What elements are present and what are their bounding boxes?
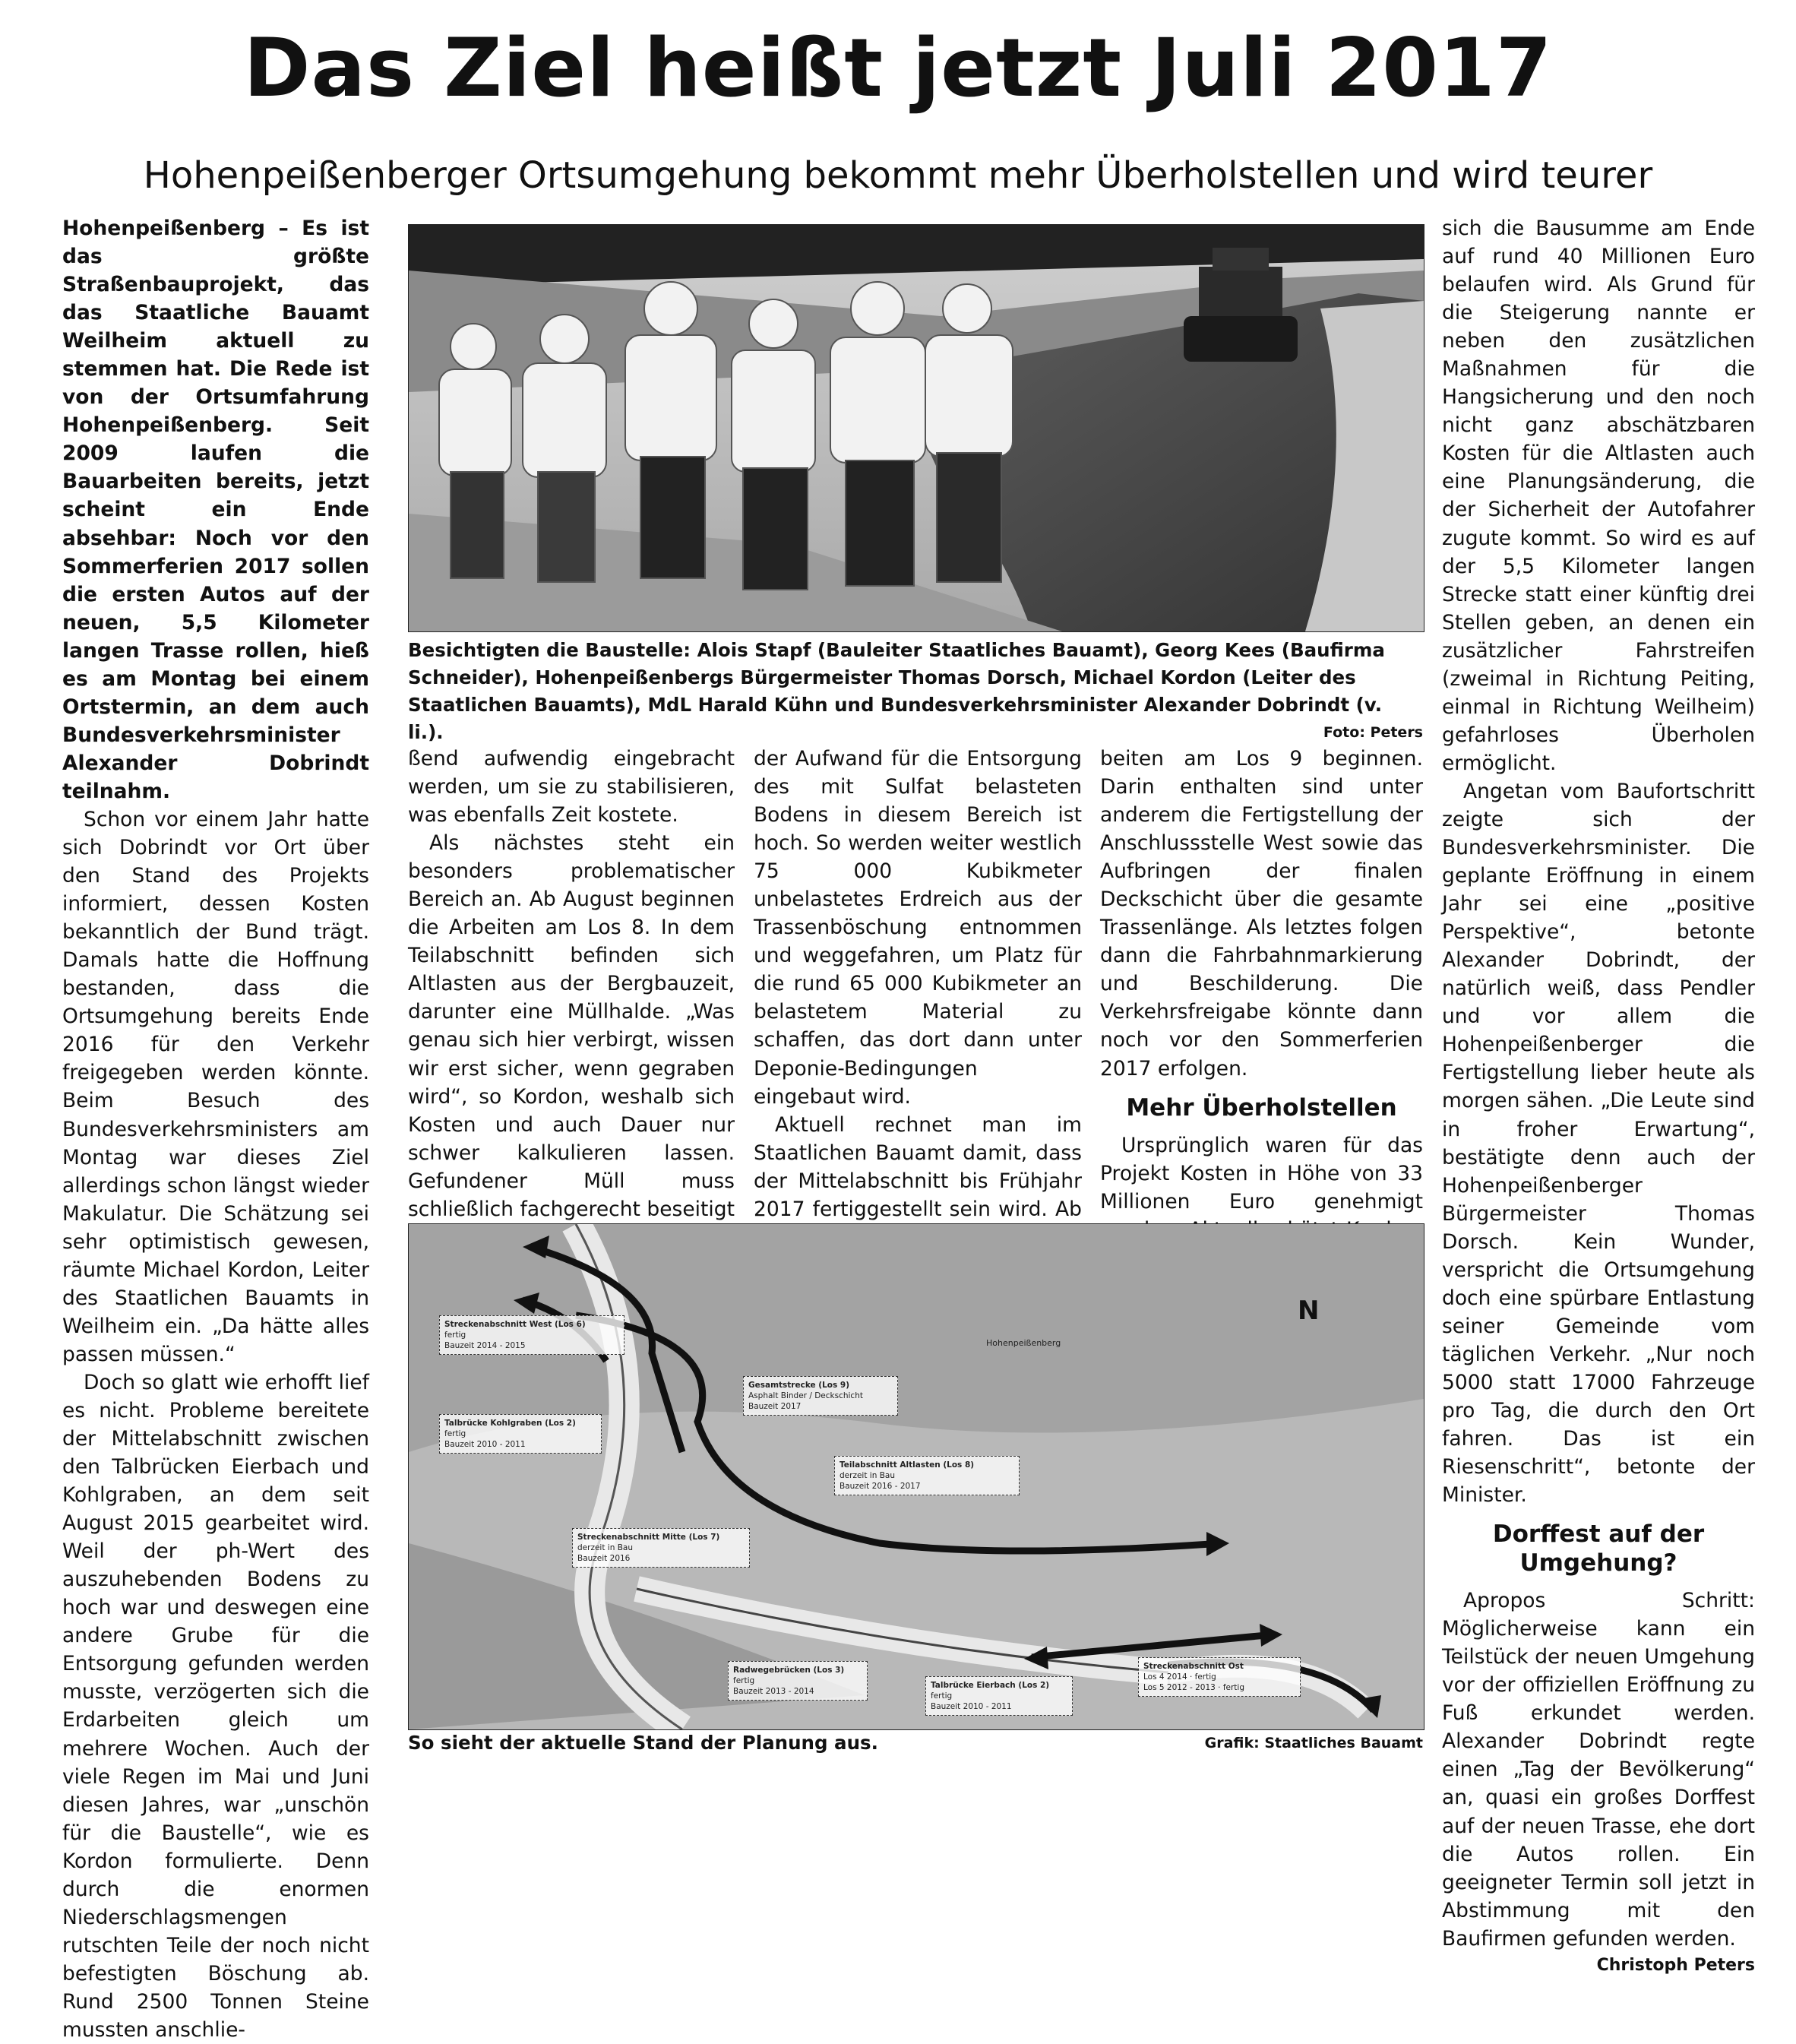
map-box-west-period: Bauzeit 2014 - 2015	[444, 1341, 526, 1350]
map-box-eierbach-period: Bauzeit 2010 - 2011	[931, 1702, 1012, 1711]
map-box-west-status: fertig	[444, 1330, 466, 1340]
photo	[408, 224, 1424, 632]
map-box-mitte	[572, 1528, 750, 1568]
map-caption	[408, 1729, 1423, 1757]
map-box-total-title: Gesamtstrecke (Los 9)	[748, 1381, 850, 1390]
col3-paragraph-1: der Aufwand für die Entsorgung des mit Sulfat belasteten Bodens in diesem Bereich ist hoch. So werden weiter westlich 75 000 Kubikmeter unbelastetes Erdreich aus der Trassenböschung entnommen und weggefahren, um Platz für die rund 65 000 Kubikmeter an belastetem Material zu schaffen, das dort dann unter Deponie-Bedingungen eingebaut wird.	[754, 747, 1082, 1109]
map-box-kohlgraben-title: Talbrücke Kohlgraben (Los 2)	[444, 1419, 576, 1428]
column-4	[1100, 745, 1423, 1272]
map-box-eierbach-status: fertig	[931, 1691, 953, 1701]
col3-paragraph-2: Aktuell rechnet man im Staatlichen Bauamt damit, dass der Mittelabschnitt bis Frühjahr 2017 fertiggestellt sein wird. Ab	[754, 1112, 1082, 1221]
map-box-ost	[1138, 1657, 1301, 1697]
col1-paragraph-3: Doch so glatt wie erhofft lief es nicht. Probleme bereitete der Mittelabschnitt zwischen den Talbrücken Eierbach und Kohlgraben, an dem seit August 2015 gearbeitet wird. Weil der ph-Wert des auszuhebenden Bodens zu hoch war und deswegen eine andere Grube für die Entsorgung gefunden werden musste, verzögerten sich die Erdarbeiten gleich um mehrere Wochen. Auch der viele Regen im Mai und Juni diesen Jahres, war „unschön für die Baustelle“, wie es Kordon formulierte. Denn durch die enormen Niederschlagsmengen rutschten Teile der noch nicht befestigten Böschung ab. Rund 2500 Tonnen Steine mussten anschlie-	[62, 1370, 369, 2042]
map-box-altlasten-period: Bauzeit 2016 - 2017	[840, 1482, 921, 1491]
map-box-mitte-period: Bauzeit 2016	[577, 1554, 631, 1563]
column-5	[1442, 214, 1755, 1979]
photo-caption-text: Besichtigten die Baustelle: Alois Stapf (Bauleiter Staatliches Bauamt), Georg Kees (Baufirma Schneider), Hohenpeißenbergs Bürgermeister Thomas Dorsch, Michael Kordon (Leiter des Staatlichen Bauamts), MdL Harald Kühn und Bundesverkehrsminister Alexander Dobrindt (v. li.).	[408, 639, 1385, 743]
photo-credit: Foto: Peters	[1323, 724, 1423, 741]
map-box-mitte-status: derzeit in Bau	[577, 1543, 633, 1552]
col4-subheading: Mehr Überholstellen	[1126, 1093, 1397, 1122]
column-3	[754, 745, 1082, 1251]
place-label: Hohenpeißenberg	[986, 1338, 1061, 1348]
map-box-ost-line-1: Los 4 2014 · fertig	[1143, 1672, 1216, 1682]
map-box-radwege-title: Radwegebrücken (Los 3)	[733, 1666, 845, 1675]
map-box-total	[743, 1376, 898, 1416]
construction-photo	[409, 225, 1424, 631]
map-caption-text: So sieht der aktuelle Stand der Planung aus.	[408, 1732, 878, 1754]
map-credit: Grafik: Staatliches Bauamt	[1204, 1735, 1423, 1751]
col5-paragraph-3: Apropos Schritt: Möglicherweise kann ein Teilstück der neuen Umgehung vor der offiziellen Eröffnung zu Fuß erkundet werden. Alexander Dobrindt regte einen „Tag der Bevölkerung“ an, quasi ein großes Dorffest auf der neuen Trasse, ehe dort die Autos rollen. Ein geeigneter Termin soll jetzt in Abstimmung mit den Baufirmen gefunden werden.	[1442, 1589, 1755, 1951]
map-box-west-title: Streckenabschnitt West (Los 6)	[444, 1320, 586, 1329]
headline: Das Ziel heißt jetzt Juli 2017	[243, 21, 1553, 115]
map-box-radwege-status: fertig	[733, 1676, 755, 1685]
col4-paragraph-1: beiten am Los 9 beginnen. Darin enthalten sind unter anderem die Fertigstellung der Anschlussstelle West sowie das Aufbringen der finalen Deckschicht über die gesamte Trassenlänge. Als letztes folgen dann die Fahrbahnmarkierung und Beschilderung. Die Verkehrsfreigabe könnte dann noch vor den Sommerferien 2017 erfolgen.	[1100, 747, 1423, 1081]
col4-paragraph-2: Ursprünglich waren für das Projekt Kosten in Höhe von 33 Millionen Euro genehmigt	[1100, 1133, 1423, 1213]
map-box-altlasten	[834, 1456, 1020, 1495]
map-box-ost-line-2: Los 5 2012 - 2013 · fertig	[1143, 1683, 1245, 1692]
map-box-radwege	[728, 1661, 868, 1701]
column-1	[62, 214, 369, 2044]
map-box-total-status: Asphalt Binder / Deckschicht	[748, 1391, 863, 1400]
map-box-ost-title: Streckenabschnitt Ost	[1143, 1662, 1244, 1671]
map-box-radwege-period: Bauzeit 2013 - 2014	[733, 1687, 814, 1696]
map-box-west	[439, 1315, 624, 1355]
map-box-kohlgraben-status: fertig	[444, 1429, 466, 1438]
column-2	[408, 745, 735, 1251]
map-box-total-period: Bauzeit 2017	[748, 1402, 802, 1411]
author-name: Christoph Peters	[1596, 1955, 1755, 1975]
map-graphic	[408, 1223, 1424, 1730]
map-box-kohlgraben	[439, 1414, 602, 1454]
col5-paragraph-1: sich die Bausumme am Ende auf rund 40 Millionen Euro belaufen wird. Als Grund für die Steigerung nannte er neben den zusätzlichen Maßnahmen für die Hangsicherung und den noch nicht ganz abschätzbaren Kosten für die Altlasten auch eine Planungsänderung, die der Sicherheit der Autofahrer zugute kommt. So wird es auf der 5,5 Kilometer langen Strecke statt einer künftig drei Stellen geben, an denen ein zusätzlicher Fahrstreifen (zweimal in Richtung Peiting, einmal in Richtung Weilheim) gefahrloses Überholen ermöglicht.	[1442, 217, 1755, 775]
col5-paragraph-2: Angetan vom Baufortschritt zeigte sich der Bundesverkehrsminister. Die geplante Eröffnung in einem Jahr sei eine „positive Perspektive“, betonte Alexander Dobrindt, der natürlich weiß, dass Pendler und vor allem die Hohenpeißenberger die Fertigstellung lieber heute als morgen sähen. „Die Leute sind in froher Erwartung“, bestätigte denn auch der Hohenpeißenberger Bürgermeister Thomas Dorsch. Kein Wunder, verspricht die Ortsumgehung doch eine spürbare Entlastung seiner Gemeinde vom täglichen Verkehr. „Nur noch 5000 statt 17000 Fahrzeuge pro Tag, die durch den Ort fahren. Das ist ein Riesenschritt“, betonte der Minister.	[1442, 779, 1755, 1508]
north-arrow-label: N	[1298, 1296, 1320, 1326]
map-box-altlasten-status: derzeit in Bau	[840, 1471, 895, 1480]
map-box-eierbach-title: Talbrücke Eierbach (Los 2)	[931, 1681, 1050, 1690]
photo-caption	[408, 637, 1423, 746]
col1-paragraph-2: Schon vor einem Jahr hatte sich Dobrindt vor Ort über den Stand des Projekts informiert, dessen Kosten bekanntlich der Bund trägt. Damals hatte die Hoffnung bestanden, dass die Ortsumgehung bereits Ende 2016 für den Verkehr freigegeben werden könnte. Beim Besuch des Bundesverkehrsministers am Montag war dieses Ziel allerdings schon längst wieder Makulatur. Die Schätzung sei sehr optimistisch gewesen, räumte Michael Kordon, Leiter des Staatlichen Bauamts in Weilheim ein. „Da hätte alles passen müssen.“	[62, 807, 369, 1366]
col5-subheading: Dorffest auf der Umgehung?	[1492, 1520, 1705, 1577]
map-box-kohlgraben-period: Bauzeit 2010 - 2011	[444, 1440, 526, 1449]
lead-paragraph: Hohenpeißenberg – Es ist das größte Straßenbauprojekt, das das Staatliche Bauamt Weilheim aktuell zu stemmen hat. Die Rede ist von der Ortsumfahrung Hohenpeißenberg. Seit 2009 laufen die Bauarbeiten bereits, jetzt scheint ein Ende absehbar: Noch vor den Sommerferien 2017 sollen die ersten Autos auf der neuen, 5,5 Kilometer langen Trasse rollen, hieß es am Montag bei einem Ortstermin, an dem auch Bundesverkehrsminister Alexander Dobrindt teilnahm.	[62, 217, 369, 803]
col2-paragraph-1: ßend aufwendig eingebracht werden, um sie zu stabilisieren, was ebenfalls Zeit kostete.	[408, 747, 735, 827]
map-box-eierbach	[925, 1676, 1073, 1716]
col2-paragraph-2: Als nächstes steht ein besonders problematischer Bereich an. Ab August beginnen die Arbeiten am Los 8. In dem Teilabschnitt befinden sich Altlasten aus der Bergbauzeit, darunter eine Müllhalde. „Was genau sich hier verbirgt, wissen wir erst sicher, wenn gegraben wird“, so Kordon, weshalb sich Kosten und auch Dauer nur schwer kalkulieren lassen. Gefundener Müll muss schließlich fachgerecht beseitigt	[408, 831, 735, 1221]
map-box-altlasten-title: Teilabschnitt Altlasten (Los 8)	[840, 1460, 975, 1470]
map-box-mitte-title: Streckenabschnitt Mitte (Los 7)	[577, 1533, 720, 1542]
subheadline: Hohenpeißenberger Ortsumgehung bekommt mehr Überholstellen und wird teurer	[143, 154, 1653, 197]
